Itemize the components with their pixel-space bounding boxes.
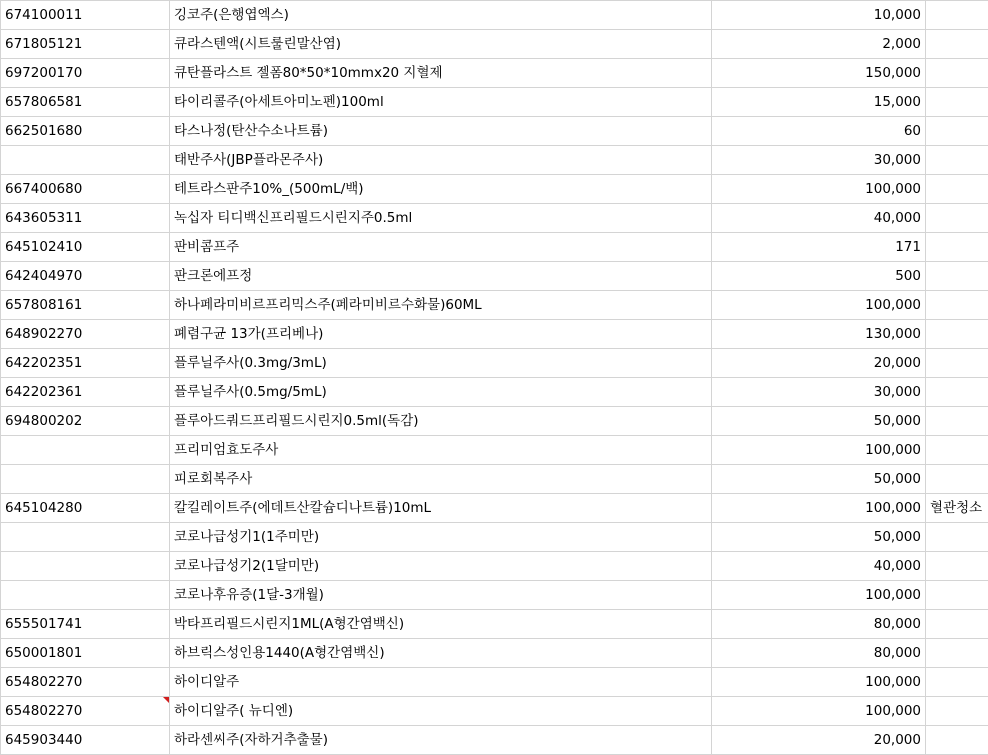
cell-note[interactable] <box>926 262 988 291</box>
table-row <box>1 59 988 88</box>
cell-price-text: 20,000 <box>873 732 921 748</box>
cell-code-text: 645104280 <box>5 500 83 516</box>
cell-code-text: 654802270 <box>5 703 83 719</box>
cell-price-text: 100,000 <box>865 297 921 313</box>
cell-name-text: 코로나후유증(1달-3개월) <box>174 587 324 603</box>
cell-name[interactable] <box>170 262 712 291</box>
cell-price-text: 100,000 <box>865 181 921 197</box>
cell-code[interactable] <box>1 175 170 204</box>
table-row <box>1 610 988 639</box>
cell-note[interactable] <box>926 639 988 668</box>
cell-price[interactable] <box>712 465 926 494</box>
cell-name-text: 판비콤프주 <box>174 239 240 255</box>
cell-note[interactable] <box>926 523 988 552</box>
cell-note[interactable] <box>926 436 988 465</box>
cell-name[interactable] <box>170 30 712 59</box>
cell-price-text: 171 <box>895 239 921 255</box>
cell-name-text: 큐탄플라스트 젤폼80*50*10mmx20 지혈제 <box>174 65 443 81</box>
table-row <box>1 465 988 494</box>
cell-code-text: 642404970 <box>5 268 83 284</box>
cell-price[interactable] <box>712 552 926 581</box>
table-row <box>1 117 988 146</box>
cell-price[interactable] <box>712 233 926 262</box>
cell-price[interactable] <box>712 291 926 320</box>
cell-name-text: 코로나급성기1(1주미만) <box>174 529 320 545</box>
cell-price-text: 150,000 <box>865 65 921 81</box>
cell-code-text: 657808161 <box>5 297 83 313</box>
cell-name[interactable] <box>170 146 712 175</box>
cell-code[interactable] <box>1 552 170 581</box>
cell-name-text: 하이디알주 <box>174 674 240 690</box>
cell-code-text: 645102410 <box>5 239 83 255</box>
cell-code[interactable] <box>1 639 170 668</box>
cell-name[interactable] <box>170 233 712 262</box>
table-row <box>1 320 988 349</box>
cell-price-text: 2,000 <box>882 36 921 52</box>
cell-price-text: 15,000 <box>873 94 921 110</box>
table-row <box>1 668 988 697</box>
cell-note[interactable] <box>926 552 988 581</box>
cell-note[interactable] <box>926 668 988 697</box>
cell-code-text: 643605311 <box>5 210 83 226</box>
table-row <box>1 407 988 436</box>
cell-name[interactable] <box>170 117 712 146</box>
cell-price-text: 100,000 <box>865 703 921 719</box>
cell-price[interactable] <box>712 175 926 204</box>
cell-price-text: 30,000 <box>873 152 921 168</box>
cell-note[interactable] <box>926 59 988 88</box>
cell-price[interactable] <box>712 378 926 407</box>
table-row <box>1 436 988 465</box>
cell-name[interactable] <box>170 465 712 494</box>
cell-code[interactable] <box>1 262 170 291</box>
cell-code[interactable] <box>1 233 170 262</box>
cell-price[interactable] <box>712 320 926 349</box>
cell-price[interactable] <box>712 204 926 233</box>
cell-price[interactable] <box>712 639 926 668</box>
cell-code[interactable] <box>1 1 170 30</box>
cell-name[interactable] <box>170 610 712 639</box>
cell-name-text: 칼킬레이트주(에데트산칼슘디나트륨)10mL <box>174 500 432 516</box>
cell-name-text: 하라센씨주(자하거추출물) <box>174 732 328 748</box>
cell-price[interactable] <box>712 1 926 30</box>
cell-name[interactable] <box>170 668 712 697</box>
cell-note[interactable] <box>926 146 988 175</box>
cell-name[interactable] <box>170 552 712 581</box>
cell-price-text: 50,000 <box>873 471 921 487</box>
cell-name[interactable] <box>170 407 712 436</box>
cell-code-text: 654802270 <box>5 674 83 690</box>
cell-note[interactable] <box>926 233 988 262</box>
cell-note[interactable] <box>926 88 988 117</box>
cell-price[interactable] <box>712 88 926 117</box>
cell-code[interactable] <box>1 581 170 610</box>
cell-code[interactable] <box>1 146 170 175</box>
table-row <box>1 262 988 291</box>
cell-price-text: 50,000 <box>873 529 921 545</box>
table-body <box>1 1 988 755</box>
cell-code-text: 697200170 <box>5 65 83 81</box>
cell-name-text: 하이디알주( 뉴디엔) <box>174 703 294 719</box>
cell-name-text: 태반주사(JBP플라몬주사) <box>174 152 324 168</box>
table-row <box>1 349 988 378</box>
cell-price[interactable] <box>712 117 926 146</box>
cell-name[interactable] <box>170 697 712 726</box>
cell-name-text: 녹십자 티디백신프리필드시린지주0.5ml <box>174 210 413 226</box>
cell-note[interactable] <box>926 494 988 523</box>
table-row <box>1 146 988 175</box>
table-row <box>1 639 988 668</box>
cell-name[interactable] <box>170 291 712 320</box>
cell-note-text: 혈관청소 <box>930 500 983 516</box>
cell-price[interactable] <box>712 262 926 291</box>
cell-code-text: 657806581 <box>5 94 83 110</box>
cell-name[interactable] <box>170 320 712 349</box>
cell-code[interactable] <box>1 697 170 726</box>
cell-price-text: 100,000 <box>865 442 921 458</box>
cell-code[interactable] <box>1 668 170 697</box>
table-row <box>1 523 988 552</box>
cell-price[interactable] <box>712 30 926 59</box>
cell-code-text: 662501680 <box>5 123 83 139</box>
cell-name-text: 폐렴구균 13가(프리베나) <box>174 326 324 342</box>
cell-price-text: 40,000 <box>873 210 921 226</box>
cell-price[interactable] <box>712 523 926 552</box>
cell-code[interactable] <box>1 610 170 639</box>
table-row <box>1 291 988 320</box>
cell-code-text: 648902270 <box>5 326 83 342</box>
cell-note[interactable] <box>926 30 988 59</box>
table-row <box>1 378 988 407</box>
cell-name[interactable] <box>170 88 712 117</box>
cell-price[interactable] <box>712 494 926 523</box>
table-row <box>1 233 988 262</box>
cell-name[interactable] <box>170 175 712 204</box>
cell-price[interactable] <box>712 697 926 726</box>
cell-name-text: 박타프리필드시린지1ML(A형간염백신) <box>174 616 405 632</box>
cell-price[interactable] <box>712 146 926 175</box>
cell-name-text: 프리미엄효도주사 <box>174 442 279 458</box>
table-row <box>1 494 988 523</box>
cell-name[interactable] <box>170 581 712 610</box>
cell-price-text: 10,000 <box>873 7 921 23</box>
cell-name-text: 코로나급성기2(1달미만) <box>174 558 320 574</box>
cell-name-text: 플루닐주사(0.5mg/5mL) <box>174 384 327 400</box>
cell-code-text: 674100011 <box>5 7 83 23</box>
cell-note[interactable] <box>926 320 988 349</box>
cell-note[interactable] <box>926 1 988 30</box>
cell-name-text: 판크론에프정 <box>174 268 253 284</box>
cell-name[interactable] <box>170 349 712 378</box>
cell-code[interactable] <box>1 523 170 552</box>
table-row <box>1 30 988 59</box>
cell-price-text: 100,000 <box>865 674 921 690</box>
cell-note[interactable] <box>926 204 988 233</box>
cell-code[interactable] <box>1 349 170 378</box>
table-row <box>1 88 988 117</box>
cell-note[interactable] <box>926 610 988 639</box>
table-row <box>1 204 988 233</box>
cell-code-text: 642202351 <box>5 355 83 371</box>
cell-code[interactable] <box>1 30 170 59</box>
cell-code[interactable] <box>1 291 170 320</box>
table-row <box>1 726 988 755</box>
cell-price-text: 100,000 <box>865 500 921 516</box>
cell-price-text: 80,000 <box>873 645 921 661</box>
cell-code[interactable] <box>1 88 170 117</box>
cell-name-text: 테트라스판주10%_(500mL/백) <box>174 181 364 197</box>
table-row <box>1 175 988 204</box>
table-row <box>1 581 988 610</box>
cell-name-text: 하나페라미비르프리믹스주(페라미비르수화물)60ML <box>174 297 482 313</box>
cell-name-text: 플루닐주사(0.3mg/3mL) <box>174 355 327 371</box>
cell-name[interactable] <box>170 204 712 233</box>
cell-price[interactable] <box>712 581 926 610</box>
cell-price[interactable] <box>712 668 926 697</box>
cell-name-text: 플루아드쿼드프리필드시린지0.5ml(독감) <box>174 413 419 429</box>
cell-code[interactable] <box>1 726 170 755</box>
cell-name-text: 하브릭스성인용1440(A형간염백신) <box>174 645 385 661</box>
cell-name[interactable] <box>170 1 712 30</box>
cell-price-text: 500 <box>895 268 921 284</box>
cell-price-text: 50,000 <box>873 413 921 429</box>
table-row <box>1 1 988 30</box>
cell-name[interactable] <box>170 59 712 88</box>
cell-name-text: 피로회복주사 <box>174 471 253 487</box>
cell-price[interactable] <box>712 59 926 88</box>
cell-note[interactable] <box>926 117 988 146</box>
cell-note[interactable] <box>926 407 988 436</box>
cell-code-text: 650001801 <box>5 645 83 661</box>
cell-code[interactable] <box>1 407 170 436</box>
cell-price-text: 40,000 <box>873 558 921 574</box>
cell-code-text: 671805121 <box>5 36 83 52</box>
cell-name[interactable] <box>170 523 712 552</box>
cell-price-text: 30,000 <box>873 384 921 400</box>
cell-code-text: 655501741 <box>5 616 83 632</box>
cell-price[interactable] <box>712 436 926 465</box>
cell-price[interactable] <box>712 407 926 436</box>
cell-code-text: 694800202 <box>5 413 83 429</box>
cell-name[interactable] <box>170 639 712 668</box>
cell-name[interactable] <box>170 726 712 755</box>
cell-price-text: 20,000 <box>873 355 921 371</box>
cell-note[interactable] <box>926 465 988 494</box>
cell-code[interactable] <box>1 117 170 146</box>
cell-code-text: 667400680 <box>5 181 83 197</box>
cell-price-text: 100,000 <box>865 587 921 603</box>
cell-name-text: 타이리콜주(아세트아미노펜)100ml <box>174 94 384 110</box>
cell-note[interactable] <box>926 581 988 610</box>
cell-name-text: 깅코주(은행엽엑스) <box>174 7 289 23</box>
cell-price[interactable] <box>712 610 926 639</box>
cell-name-text: 큐라스텐액(시트룰린말산염) <box>174 36 342 52</box>
cell-name[interactable] <box>170 378 712 407</box>
cell-code[interactable] <box>1 320 170 349</box>
cell-price-text: 80,000 <box>873 616 921 632</box>
cell-code-text: 645903440 <box>5 732 83 748</box>
cell-code[interactable] <box>1 465 170 494</box>
cell-price[interactable] <box>712 349 926 378</box>
table-row <box>1 552 988 581</box>
cell-note[interactable] <box>926 291 988 320</box>
cell-note[interactable] <box>926 726 988 755</box>
comment-indicator-icon[interactable] <box>163 697 169 703</box>
cell-note[interactable] <box>926 175 988 204</box>
cell-note[interactable] <box>926 697 988 726</box>
cell-note[interactable] <box>926 378 988 407</box>
cell-price[interactable] <box>712 726 926 755</box>
cell-code[interactable] <box>1 494 170 523</box>
cell-name[interactable] <box>170 494 712 523</box>
cell-price-text: 60 <box>903 123 921 139</box>
cell-code[interactable] <box>1 378 170 407</box>
cell-code[interactable] <box>1 436 170 465</box>
cell-name-text: 타스나정(탄산수소나트륨) <box>174 123 328 139</box>
cell-note[interactable] <box>926 349 988 378</box>
cell-name[interactable] <box>170 436 712 465</box>
cell-code-text: 642202361 <box>5 384 83 400</box>
cell-code[interactable] <box>1 59 170 88</box>
table-row <box>1 697 988 726</box>
cell-code[interactable] <box>1 204 170 233</box>
cell-price-text: 130,000 <box>865 326 921 342</box>
